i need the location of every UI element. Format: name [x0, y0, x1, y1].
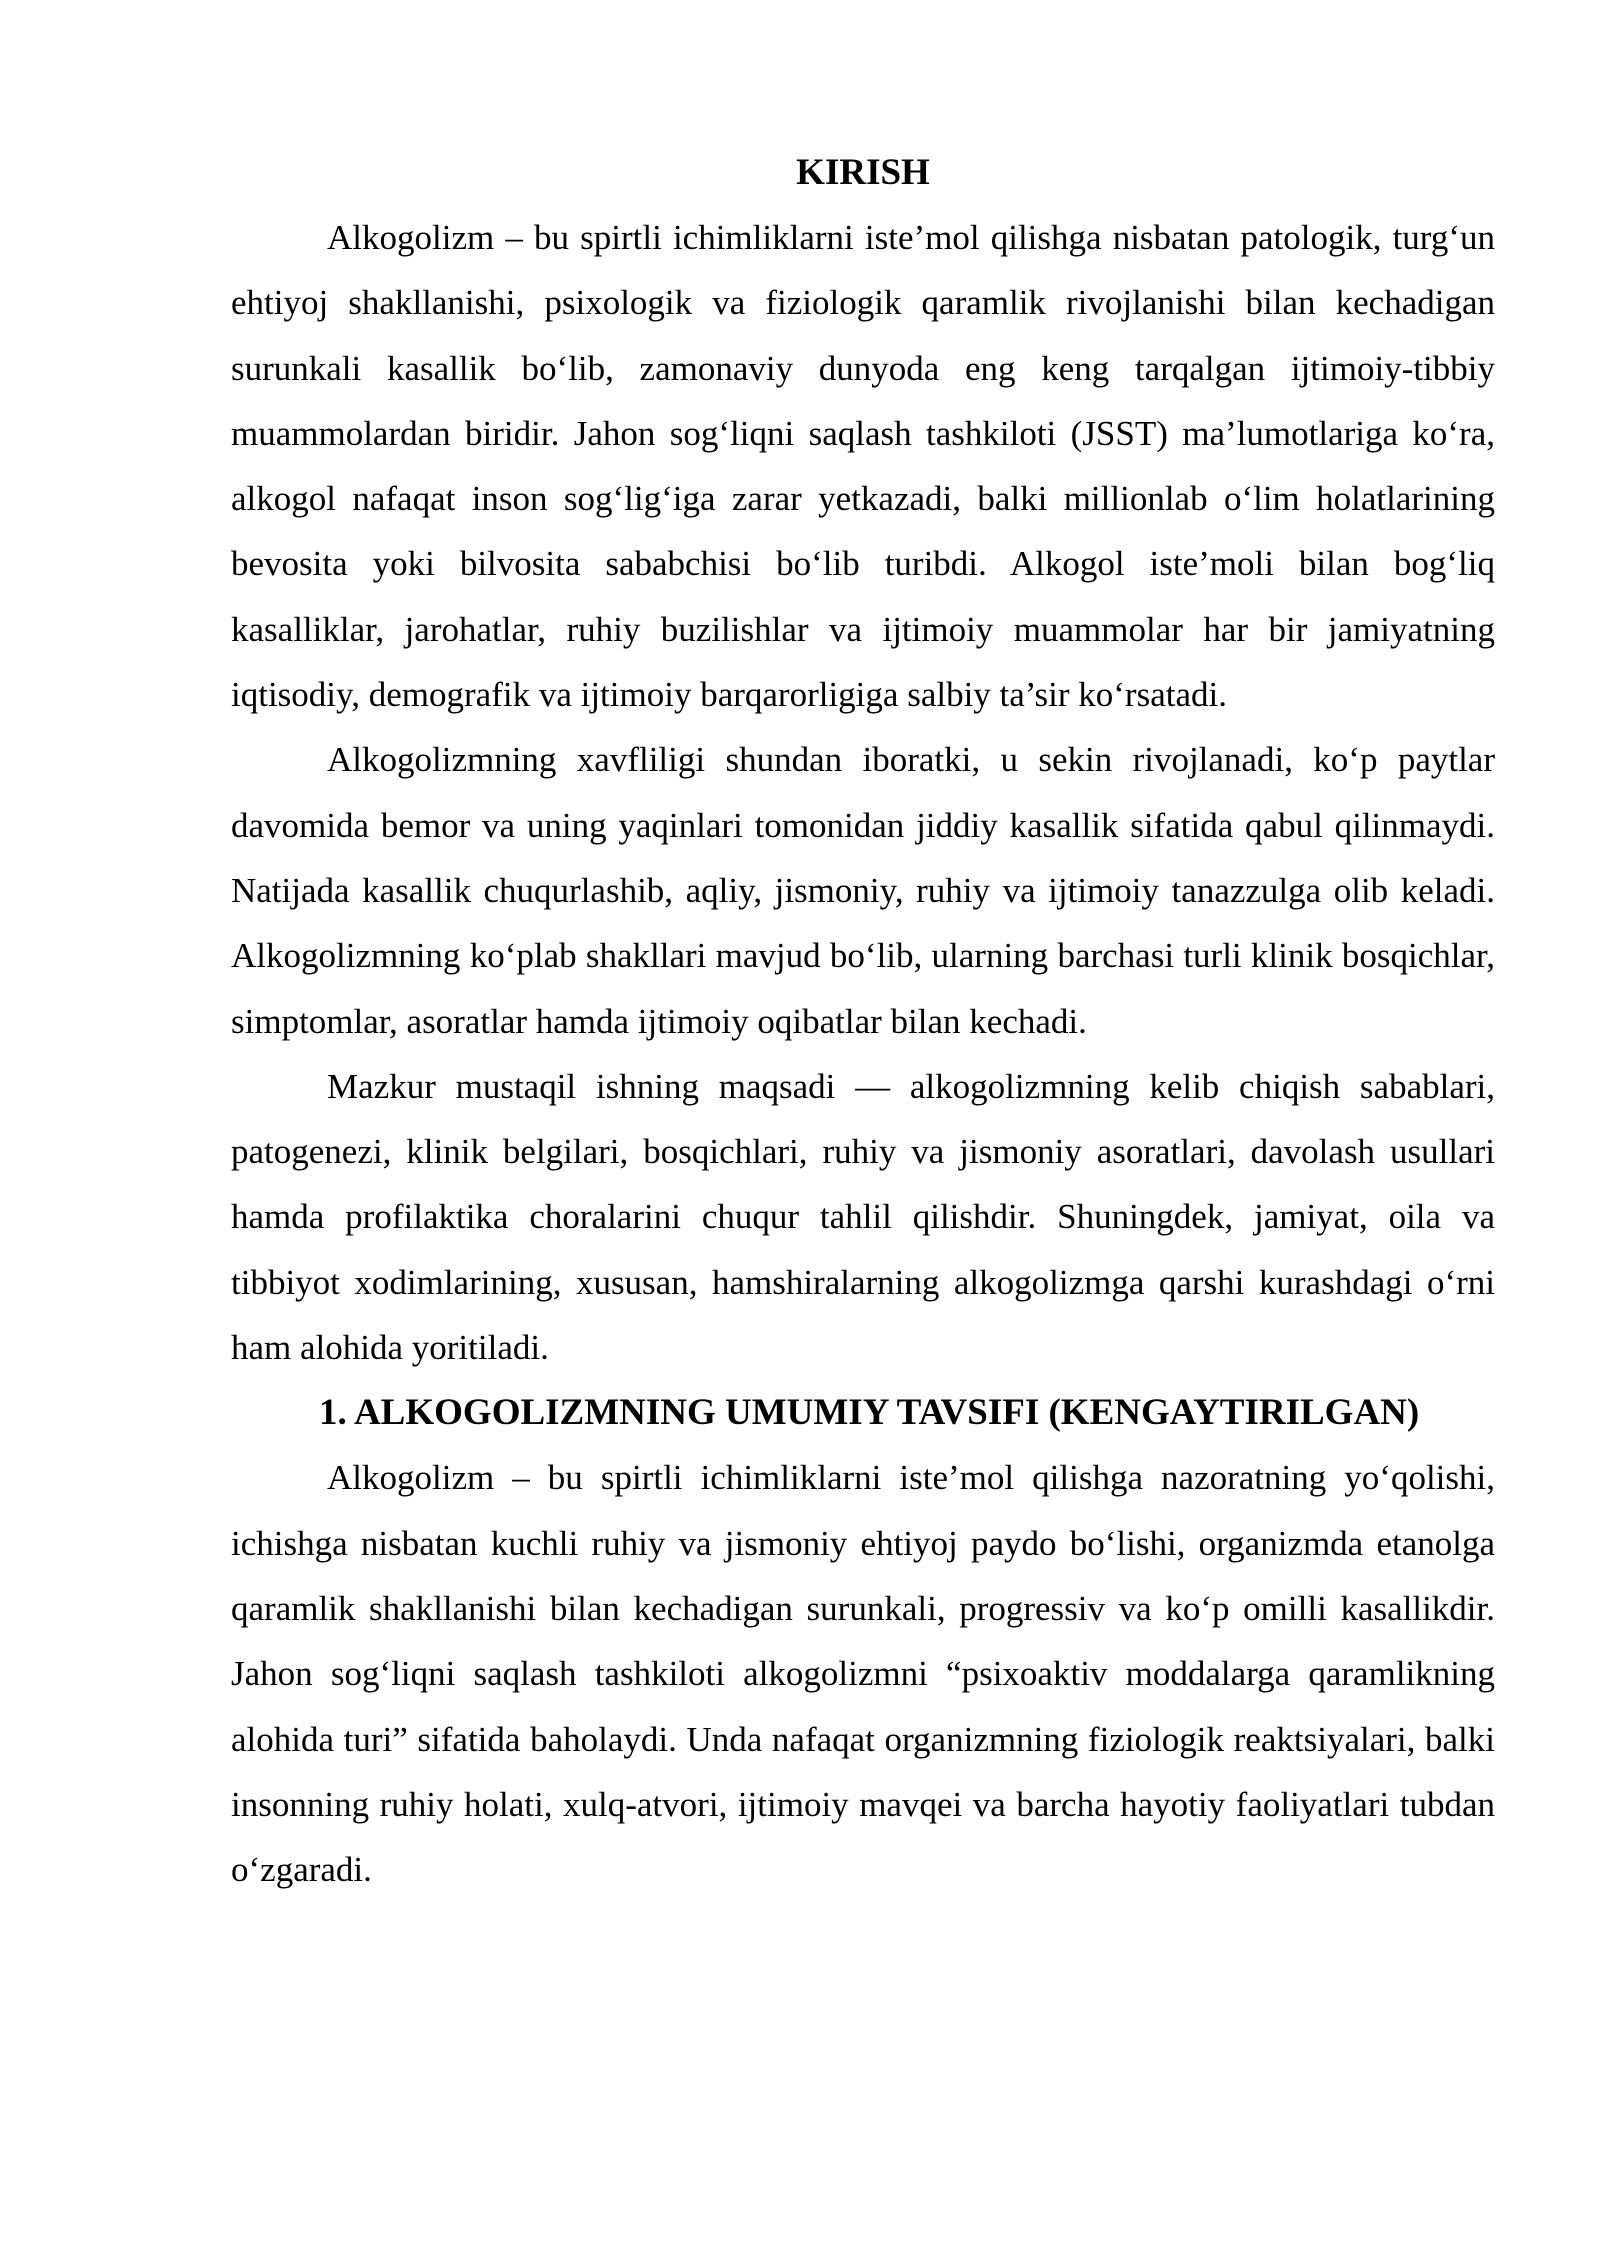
- section-heading: 1. ALKOGOLIZMNING UMUMIY TAVSIFI (KENGAYTIRILGAN): [319, 1392, 1420, 1434]
- intro-paragraph-2: Alkogolizmning xavfliligi shundan iboratki, u sekin rivojlanadi, ko‘p paytlar davomida bemor va uning yaqinlari tomonidan jiddiy kasallik sifatida qabul qilinmaydi. Natijada kasallik chuqurlashib, aqliy, jismoniy, ruhiy va ijtimoiy tanazzulga olib keladi. Alkogolizmning ko‘plab shakllari mavjud bo‘lib, ularning barchasi turli klinik bosqichlar, simptomlar, asoratlar hamda ijtimoiy oqibatlar bilan kechadi.: [231, 740, 1495, 1041]
- document-page: [231, 140, 1495, 1902]
- intro-paragraph-1: Alkogolizm – bu spirtli ichimliklarni iste’mol qilishga nisbatan patologik, turg‘un ehtiyoj shakllanishi, psixologik va fiziologik qaramlik rivojlanishi bilan kechadigan surunkali kasallik bo‘lib, zamonaviy dunyoda eng keng tarqalgan ijtimoiy-tibbiy muammolardan biridir. Jahon sog‘liqni saqlash tashkiloti (JSST) ma’lumotlariga ko‘ra, alkogol nafaqat inson sog‘lig‘iga zarar yetkazadi, balki millionlab o‘lim holatlarining bevosita yoki bilvosita sababchisi bo‘lib turibdi. Alkogol iste’moli bilan bog‘liq kasalliklar, jarohatlar, ruhiy buzilishlar va ijtimoiy muammolar har bir jamiyatning iqtisodiy, demografik va ijtimoiy barqarorligiga salbiy ta’sir ko‘rsatadi.: [231, 218, 1495, 715]
- intro-paragraph-3: Mazkur mustaqil ishning maqsadi — alkogolizmning kelib chiqish sabablari, patogenezi, klinik belgilari, bosqichlari, ruhiy va jismoniy asoratlari, davolash usullari hamda profilaktika choralarini chuqur tahlil qilishdir. Shuningdek, jamiyat, oila va tibbiyot xodimlarining, xususan, hamshiralarning alkogolizmga qarshi kurashdagi o‘rni ham alohida yoritiladi.: [231, 1066, 1495, 1368]
- section-paragraph-1: Alkogolizm – bu spirtli ichimliklarni iste’mol qilishga nazoratning yo‘qolishi, ichishga nisbatan kuchli ruhiy va jismoniy ehtiyoj paydo bo‘lishi, organizmda etanolga qaramlik shakllanishi bilan kechadigan surunkali, progressiv va ko‘p omilli kasallikdir. Jahon sog‘liqni saqlash tashkiloti alkogolizmni “psixoaktiv moddalarga qaramlikning alohida turi” sifatida baholaydi. Unda nafaqat organizmning fiziologik reaktsiyalari, balki insonning ruhiy holati, xulq-atvori, ijtimoiy mavqei va barcha hayotiy faoliyatlari tubdan o‘zgaradi.: [231, 1458, 1495, 1890]
- page-title: KIRISH: [796, 152, 930, 193]
